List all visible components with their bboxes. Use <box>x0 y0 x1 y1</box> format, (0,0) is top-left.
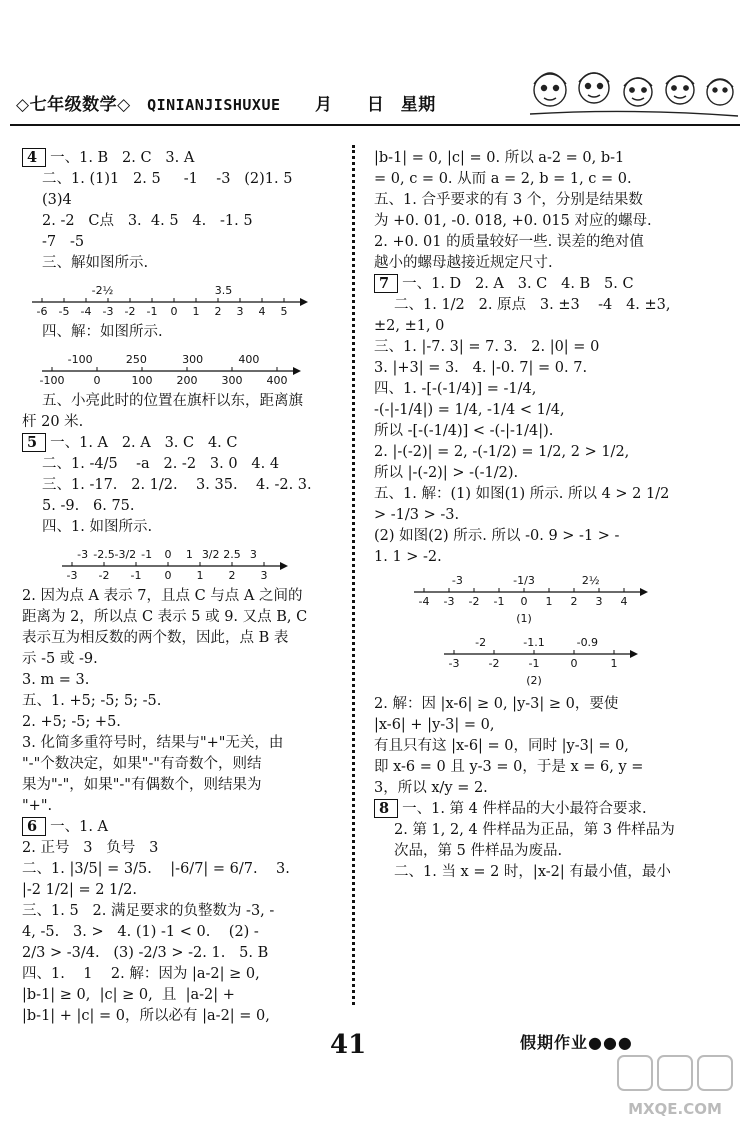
answer-line: 二、1. -4/5 -a 2. -2 3. 0 4. 4 <box>42 456 280 472</box>
answer-line: 2. 正号 3 负号 3 <box>22 840 159 856</box>
tick-label: 0 <box>93 374 101 387</box>
point-label: -1/3 <box>513 574 535 587</box>
arrow-icon <box>300 298 308 306</box>
arrow-icon <box>293 367 301 375</box>
tick-label: -1 <box>146 305 158 318</box>
cartoon-children-icon <box>520 62 740 124</box>
number-line <box>22 540 344 584</box>
tick-label: 0 <box>570 657 578 670</box>
answer-line: -(-|-1/4|) = 1/4, -1/4 < 1/4, <box>374 402 565 418</box>
number-line-graphic <box>374 632 704 692</box>
point-label: 3/2 <box>201 548 220 561</box>
number-line <box>22 345 344 389</box>
answer-line: 2. 第 1, 2, 4 件样品为正品，第 3 件样品为 <box>394 822 675 838</box>
answer-line: 表示互为相反数的两个数，因此，点 B 表 <box>22 630 289 646</box>
point-label: -3 <box>77 548 89 561</box>
tick-label: -4 <box>80 305 92 318</box>
answer-line: 8 一、1. 第 4 件样品的大小最符合要求. <box>374 799 719 820</box>
figure-caption: (1) <box>516 612 532 625</box>
tick-label: 5 <box>280 305 288 318</box>
answer-line: 3. 化简多重符号时，结果与"+"无关，由 <box>22 735 284 751</box>
answer-line: 四、1. 如图所示. <box>42 519 153 535</box>
answer-line: 2. |-(-2)| = 2, -(-1/2) = 1/2, 2 > 1/2, <box>374 444 630 460</box>
tick-label: 0 <box>170 305 178 318</box>
answer-line: 6 一、1. A <box>22 817 344 838</box>
tick-label: -3 <box>66 569 78 582</box>
number-line-graphic <box>22 276 322 320</box>
answer-line: 所以 |-(-2)| > -(-1/2). <box>374 465 519 481</box>
point-label: -3 <box>451 574 463 587</box>
page-header <box>10 80 740 126</box>
section-badge: 6 <box>22 817 46 836</box>
answer-line: 三、解如图所示. <box>42 255 149 271</box>
tick-label: 1 <box>196 569 204 582</box>
tick-label: -2 <box>98 569 110 582</box>
answer-line: -7 -5 <box>42 234 85 250</box>
answer-line: 二、1. |3/5| = 3/5. |-6/7| = 6/7. 3. <box>22 861 290 877</box>
number-line-graphic <box>22 540 322 584</box>
tick-label: -3 <box>102 305 114 318</box>
book-pinyin: QINIANJISHUXUE <box>147 96 281 114</box>
answer-line: 四、1. 1 2. 解：因为 |a-2| ≥ 0, <box>22 966 260 982</box>
answer-line: = 0, c = 0. 从而 a = 2, b = 1, c = 0. <box>374 171 632 187</box>
watermark-text: MXQE.COM <box>628 1100 722 1118</box>
answer-line: 2. +0. 01 的质量较好一些. 误差的绝对值 <box>374 234 644 250</box>
section-badge: 4 <box>22 148 46 167</box>
date-day: 日 <box>366 95 385 115</box>
answer-line: 五、1. 合乎要求的有 3 个，分别是结果数 <box>374 192 643 208</box>
number-line-graphic <box>374 570 704 630</box>
figure-caption: (2) <box>526 674 542 687</box>
number-line-graphic <box>22 345 322 389</box>
answer-line: 5 一、1. A 2. A 3. C 4. C <box>22 433 344 454</box>
arrow-icon <box>640 588 648 596</box>
column-divider <box>352 145 355 1005</box>
tick-label: -3 <box>443 595 455 608</box>
point-label: -3/2 <box>114 548 137 561</box>
answer-line: 距离为 2，所以点 C 表示 5 或 9. 又点 B, C <box>22 609 308 625</box>
answer-line: "-"个数决定，如果"-"有奇数个，则结 <box>22 756 262 772</box>
tick-label: -2 <box>468 595 480 608</box>
header-text <box>16 90 446 115</box>
answer-line: ±2, ±1, 0 <box>374 318 445 334</box>
tick-label: -2 <box>488 657 500 670</box>
answer-line: |b-1| = 0, |c| = 0. 所以 a-2 = 0, b-1 <box>374 150 625 166</box>
answer-line: 3. m = 3. <box>22 672 90 688</box>
answer-line: 即 x-6 = 0 且 y-3 = 0，于是 x = 6, y = <box>374 759 644 775</box>
tick-label: 100 <box>131 374 153 387</box>
tick-label: -5 <box>58 305 70 318</box>
right-column <box>374 148 719 883</box>
answer-line: 五、1. 解：(1) 如图(1) 所示. 所以 4 > 2 1/2 <box>374 486 670 502</box>
section-badge: 5 <box>22 433 46 452</box>
answer-line: |b-1| ≥ 0, |c| ≥ 0, 且 |a-2| + <box>22 987 235 1003</box>
answer-line: 2. 因为点 A 表示 7，且点 C 与点 A 之间的 <box>22 588 303 604</box>
tick-label: -3 <box>448 657 460 670</box>
answer-line: 二、1. (1)1 2. 5 -1 -3 (2)1. 5 <box>42 171 293 187</box>
tick-label: 0 <box>520 595 528 608</box>
answer-line: 2. -2 C点 3. 4. 5 4. -1. 5 <box>42 213 253 229</box>
tick-label: -100 <box>39 374 65 387</box>
arrow-icon <box>280 562 288 570</box>
tick-label: 4 <box>620 595 628 608</box>
answer-line: 4 一、1. B 2. C 3. A <box>22 148 344 169</box>
answer-line: |x-6| + |y-3| = 0, <box>374 717 495 733</box>
point-label: 300 <box>182 353 204 366</box>
answer-line: 二、1. 当 x = 2 时，|x-2| 有最小值，最小 <box>394 864 671 880</box>
point-label: -1 <box>141 548 153 561</box>
footer-label: 假期作业●●● <box>520 1033 633 1052</box>
tick-label: -1 <box>493 595 505 608</box>
arrow-icon <box>630 650 638 658</box>
answer-line: 7 一、1. D 2. A 3. C 4. B 5. C <box>374 274 719 295</box>
point-label: -0.9 <box>576 636 599 649</box>
answer-line: 三、1. 5 2. 满足要求的负整数为 -3, - <box>22 903 275 919</box>
point-label: -2.5 <box>93 548 115 561</box>
point-label: -2 <box>475 636 487 649</box>
answer-line: 3. |+3| = 3. 4. |-0. 7| = 0. 7. <box>374 360 588 376</box>
answer-line: 为 +0. 01, -0. 018, +0. 015 对应的螺母. <box>374 213 652 229</box>
tick-label: 3 <box>236 305 244 318</box>
date-week: 星期 <box>400 95 436 115</box>
point-label: 0 <box>164 548 172 561</box>
answer-line: |-2 1/2| = 2 1/2. <box>22 882 137 898</box>
tick-label: 1 <box>610 657 618 670</box>
answer-line: 五、小亮此时的位置在旗杆以东，距离旗 <box>42 393 303 409</box>
left-column <box>22 148 344 1027</box>
tick-label: -2 <box>124 305 136 318</box>
point-label: 400 <box>238 353 260 366</box>
tick-label: -6 <box>36 305 48 318</box>
answer-line: 5. -9. 6. 75. <box>42 498 135 514</box>
answer-line: 2/3 > -3/4. (3) -2/3 > -2. 1. 5. B <box>22 945 269 961</box>
point-label: 1 <box>185 548 193 561</box>
answer-line: 五、1. +5; -5; 5; -5. <box>22 693 162 709</box>
answer-line: 2. +5; -5; +5. <box>22 714 121 730</box>
tick-label: -1 <box>130 569 142 582</box>
answer-line: 3，所以 x/y = 2. <box>374 780 488 796</box>
number-line <box>22 276 344 320</box>
tick-label: 3 <box>595 595 603 608</box>
point-label: -100 <box>67 353 93 366</box>
book-title: ◇七年级数学◇ <box>16 95 131 115</box>
section-badge: 7 <box>374 274 398 293</box>
section-badge: 8 <box>374 799 398 818</box>
point-label: -2½ <box>91 284 114 297</box>
answer-line: 四、解：如图所示. <box>42 324 163 340</box>
answer-line: 次品，第 5 件样品为废品. <box>394 843 563 859</box>
tick-label: -4 <box>418 595 430 608</box>
tick-label: -1 <box>528 657 540 670</box>
tick-label: 3 <box>260 569 268 582</box>
answer-line: 2. 解：因 |x-6| ≥ 0, |y-3| ≥ 0，要使 <box>374 696 619 712</box>
number-line <box>374 570 719 630</box>
watermark-logo <box>610 1050 740 1126</box>
date-month: 月 <box>314 95 333 115</box>
tick-label: 200 <box>176 374 198 387</box>
tick-label: 2 <box>228 569 236 582</box>
tick-label: 0 <box>164 569 172 582</box>
tick-label: 400 <box>266 374 288 387</box>
answer-line: 有且只有这 |x-6| = 0，同时 |y-3| = 0, <box>374 738 629 754</box>
answer-line: 四、1. -[-(-1/4)] = -1/4, <box>374 381 537 397</box>
point-label: 3 <box>249 548 257 561</box>
answer-line: > -1/3 > -3. <box>374 507 460 523</box>
answer-line: 二、1. 1/2 2. 原点 3. ±3 -4 4. ±3, <box>394 297 671 313</box>
tick-label: 1 <box>545 595 553 608</box>
answer-line: 果为"-"，如果"-"有偶数个，则结果为 <box>22 777 262 793</box>
answer-line: |b-1| + |c| = 0，所以必有 |a-2| = 0, <box>22 1008 270 1024</box>
tick-label: 300 <box>221 374 243 387</box>
tick-label: 4 <box>258 305 266 318</box>
answer-line: (2) 如图(2) 所示. 所以 -0. 9 > -1 > - <box>374 528 620 544</box>
answer-line: 示 -5 或 -9. <box>22 651 98 667</box>
point-label: -1.1 <box>523 636 545 649</box>
answer-line: 1. 1 > -2. <box>374 549 442 565</box>
answer-line: 越小的螺母越接近规定尺寸. <box>374 255 553 271</box>
answer-line: 三、1. |-7. 3| = 7. 3. 2. |0| = 0 <box>374 339 600 355</box>
point-label: 2.5 <box>223 548 241 561</box>
tick-label: 2 <box>570 595 578 608</box>
answer-line: 杆 20 米. <box>22 414 84 430</box>
answer-line: "+". <box>22 798 53 814</box>
tick-label: 2 <box>214 305 222 318</box>
answer-line: 三、1. -17. 2. 1/2. 3. 35. 4. -2. 3. <box>42 477 312 493</box>
point-label: 2½ <box>581 574 600 587</box>
number-line <box>374 632 719 692</box>
page-number: 41 <box>330 1030 367 1060</box>
answer-line: (3)4 <box>42 192 72 208</box>
point-label: 3.5 <box>214 284 233 297</box>
tick-label: 1 <box>192 305 200 318</box>
answer-line: 4, -5. 3. > 4. (1) -1 < 0. (2) - <box>22 924 259 940</box>
answer-line: 所以 -[-(-1/4)] < -(-|-1/4|). <box>374 423 554 439</box>
point-label: 250 <box>125 353 147 366</box>
